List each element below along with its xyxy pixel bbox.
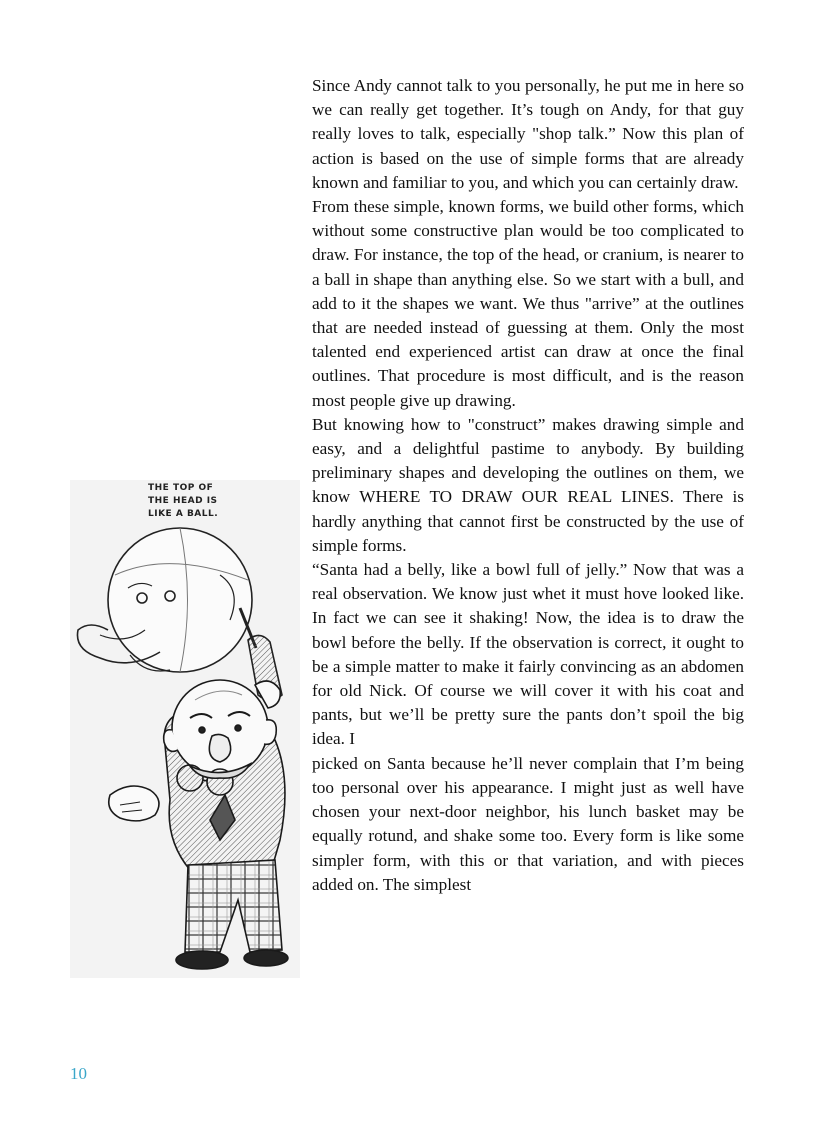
illustration-caption-line-3: LIKE A BALL.	[148, 509, 219, 519]
paragraph-3: But knowing how to "construct” makes drawing simple and easy, and a delightful pastime to anybody. By building preliminary shapes and developing the outlines on them, we know WHERE TO DRAW OUR REAL LINES. There is hardly anything that cannot first be constructed by the use of simple forms.	[312, 414, 744, 555]
body-text	[312, 74, 744, 897]
page-number: 10	[70, 1064, 87, 1083]
paragraph-2: From these simple, known forms, we build other forms, which without some constructive plan would be too complicated to draw. For instance, the top of the head, or cranium, is nearer to a ball in shape than anything else. So we start with a bull, and add to it the shapes we want. We thus "arrive” at the outlines that are needed instead of guessing at them. Only the most talented end experienced artist can draw at once the final outlines. That procedure is most difficult, and is the reason most people give up drawing.	[312, 197, 744, 410]
illustration-caption-line-2: THE HEAD IS	[148, 496, 218, 506]
cartoon-illustration	[70, 480, 300, 978]
paragraph-5: picked on Santa because he’ll never complain that I’m being too personal over his appearance. I might just as well have chosen your next-door neighbor, his lunch basket may be equally rotund, and shake some too. Every form is like some simpler form, with this or that variation, and with pieces added on. The simplest	[312, 753, 744, 894]
illustration-caption-line-1: THE TOP OF	[148, 483, 214, 493]
artist-drawing-ball-head-sketch	[70, 480, 300, 978]
paragraph-4: “Santa had a belly, like a bowl full of jelly.” Now that was a real observation. We know just whet it must hove looked like. In fact we can see it shaking! Now, the idea is to draw the bowl before the belly. If the observation is correct, it ought to be a simple matter to make it fairly convincing as an abdomen for old Nick. Of course we will cover it with his coat and pants, but we’ll be pretty sure the pants don’t spoil the big idea. I	[312, 560, 744, 749]
paragraph-1: Since Andy cannot talk to you personally, he put me in here so we can really get together. It’s tough on Andy, for that guy really loves to talk, especially "shop talk.” Now this plan of action is based on the use of simple forms that are already known and familiar to you, and which you can certainly draw.	[312, 76, 744, 192]
